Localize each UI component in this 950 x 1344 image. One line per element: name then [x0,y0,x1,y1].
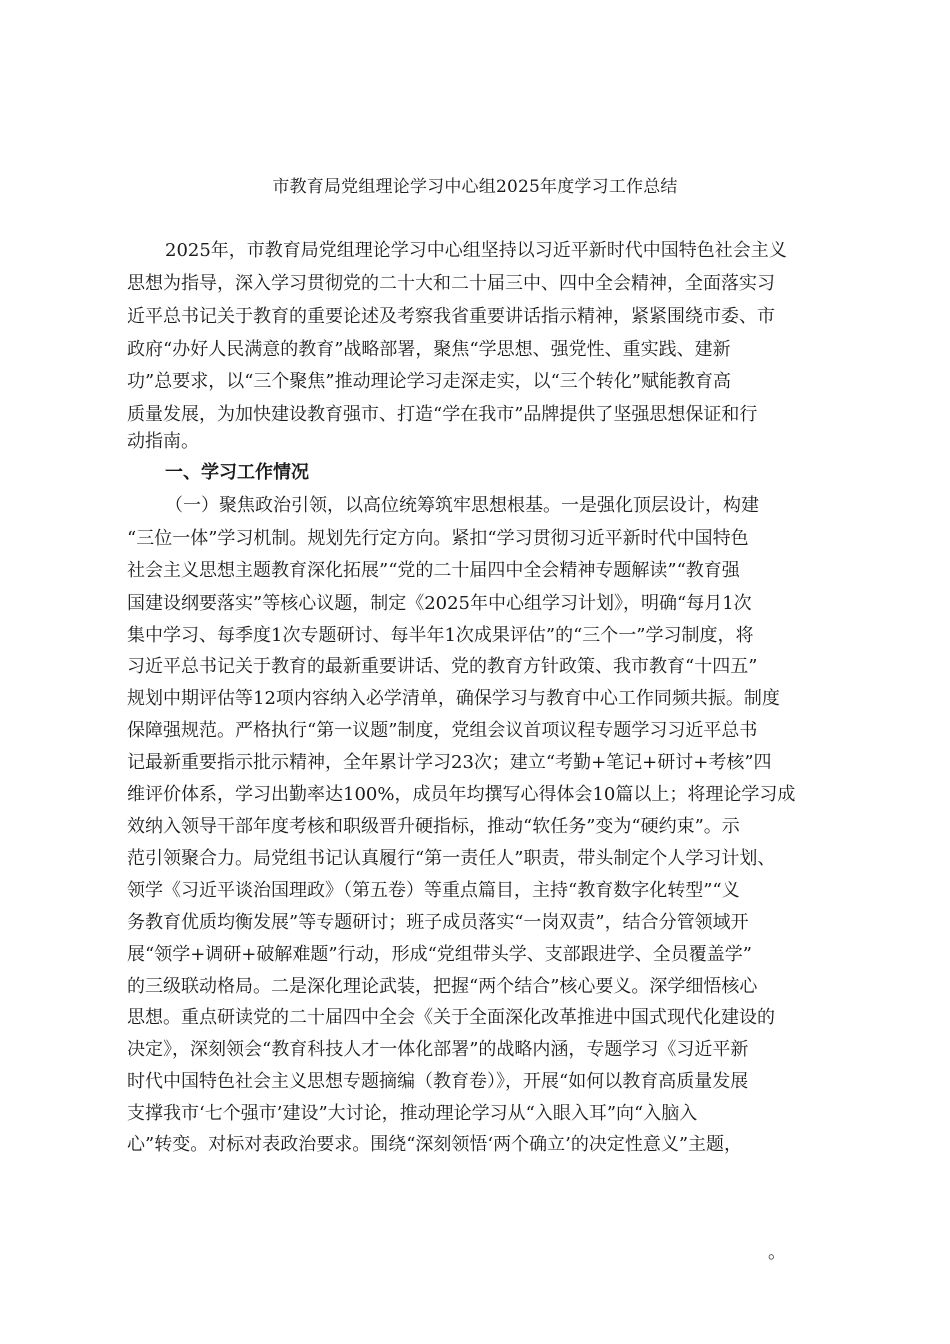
intro-line: 动指南。 [127,431,199,452]
intro-line: 2025年，市教育局党组理论学习中心组坚持以习近平新时代中国特色社会主义 [165,240,787,261]
body-line: 习近平总书记关于教育的最新重要讲话、党的教育方针政策、我市教育“十四五” [127,656,758,677]
body-line: 社会主义思想主题教育深化拓展”“党的二十届四中全会精神专题解读”“教育强 [127,560,740,581]
body-line: 效纳入领导干部年度考核和职级晋升硬指标，推动“软任务”变为“硬约束”。示 [127,816,740,837]
body-line: 国建设纲要落实”等核心议题，制定《2025年中心组学习计划》，明确“每月1次 [127,593,752,614]
intro-line: 思想为指导，深入学习贯彻党的二十大和二十届三中、四中全会精神，全面落实习 [127,273,775,294]
body-line: 记最新重要指示批示精神，全年累计学习23次；建立“考勤+笔记+研讨+考核”四 [127,752,772,773]
body-line: 展“领学+调研+破解难题”行动，形成“党组带头学、支部跟进学、全员覆盖学” [127,944,752,965]
body-line: 心”转变。对标对表政治要求。围绕“深刻领悟‘两个确立’的决定性意义”主题， [127,1134,743,1155]
body-line: 务教育优质均衡发展”等专题研讨；班子成员落实“一岗双责”，结合分管领域开 [127,912,749,933]
body-line: 集中学习、每季度1次专题研讨、每半年1次成果评估”的“三个一”学习制度，将 [127,625,754,646]
body-line: 决定》，深刻领会“教育科技人才一体化部署”的战略内涵，专题学习《习近平新 [127,1039,749,1060]
page-mark: 。 [768,1242,786,1263]
body-line: 范引领聚合力。局党组书记认真履行“第一责任人”职责，带头制定个人学习计划、 [127,848,776,869]
document-title: 市教育局党组理论学习中心组2025年度学习工作总结 [272,177,678,197]
section-heading: 一、学习工作情况 [165,462,309,483]
body-line: 的三级联动格局。二是深化理论武装，把握“两个结合”核心要义。深学细悟核心 [127,976,758,997]
body-line: 规划中期评估等12项内容纳入必学清单，确保学习与教育中心工作同频共振。制度 [127,688,780,709]
body-line: 维评价体系，学习出勤率达100%，成员年均撰写心得体会10篇以上；将理论学习成 [127,784,796,805]
intro-line: 政府“办好人民满意的教育”战略部署，聚焦“学思想、强党性、重实践、建新 [127,339,731,360]
body-line: 保障强规范。严格执行“第一议题”制度，党组会议首项议程专题学习习近平总书 [127,720,758,741]
intro-line: 近平总书记关于教育的重要论述及考察我省重要讲话指示精神，紧紧围绕市委、市 [127,306,775,327]
body-line: 思想。重点研读党的二十届四中全会《关于全面深化改革推进中国式现代化建设的 [127,1007,775,1028]
body-line: “三位一体”学习机制。规划先行定方向。紧扣“学习贯彻习近平新时代中国特色 [127,528,749,549]
body-line: 支撑我市‘七个强市’建设”大讨论，推动理论学习从“入眼入耳”向“入脑入 [127,1103,698,1124]
body-line: 领学《习近平谈治国理政》（第五卷）等重点篇目，主持“教育数字化转型”“义 [127,880,740,901]
body-line: 时代中国特色社会主义思想专题摘编（教育卷）》，开展“如何以教育高质量发展 [127,1071,749,1092]
intro-line: 质量发展，为加快建设教育强市、打造“学在我市”品牌提供了坚强思想保证和行 [127,404,758,425]
intro-line: 功”总要求，以“三个聚焦”推动理论学习走深走实，以“三个转化”赋能教育高 [127,371,732,392]
body-line: （一）聚焦政治引领，以高位统筹筑牢思想根基。一是强化顶层设计，构建 [165,495,759,516]
